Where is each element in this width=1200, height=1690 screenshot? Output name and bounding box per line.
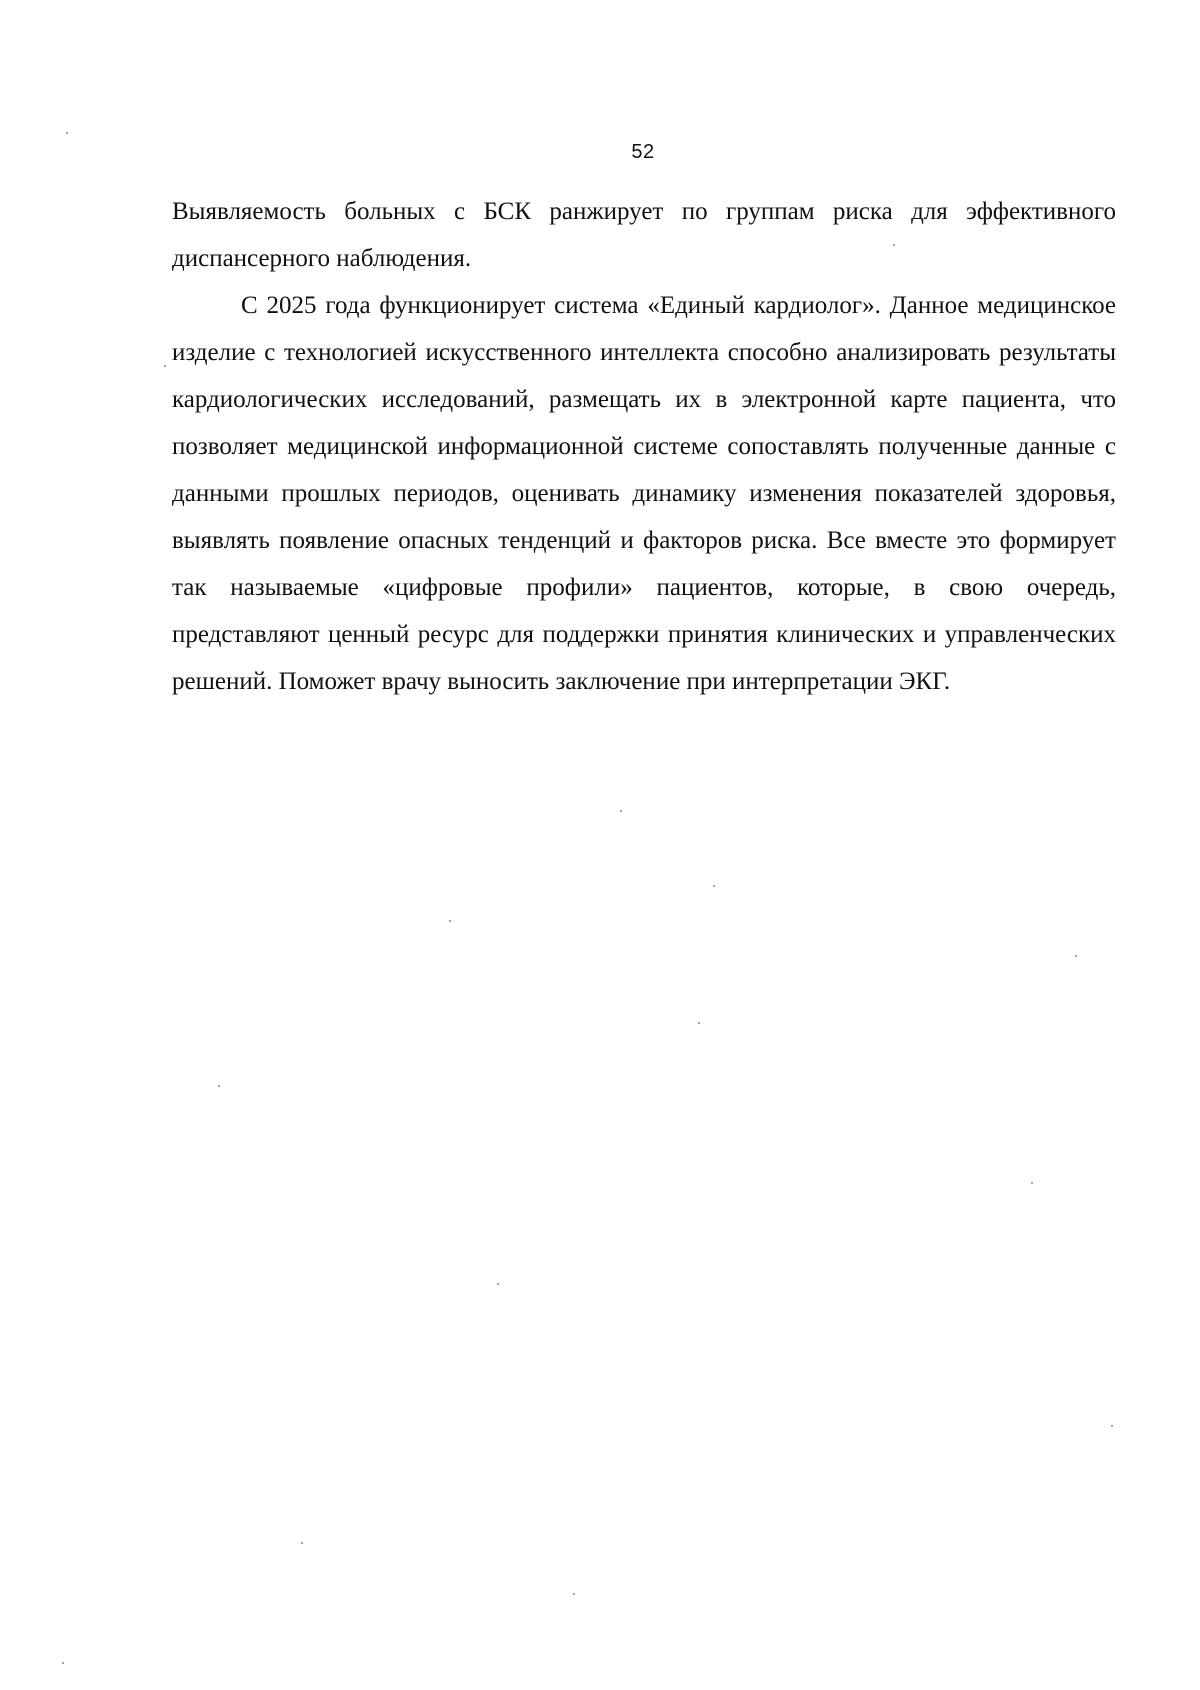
scan-speck	[449, 920, 451, 922]
scan-speck	[164, 365, 166, 367]
scan-speck	[620, 810, 622, 812]
scan-speck	[698, 1022, 700, 1024]
scan-speck	[1031, 1182, 1033, 1184]
body-text	[172, 188, 1116, 705]
scan-speck	[497, 1283, 499, 1285]
scan-speck	[1111, 1425, 1113, 1427]
paragraph-unified-cardiologist: С 2025 года функционирует система «Единый кардиолог». Данное медицинское изделие с технологией искусственного интеллекта способно анализировать результаты кардиологических исследований, размещать их в электронной карте пациента, что позволяет медицинской информационной системе сопоставлять полученные данные с данными прошлых периодов, оценивать динамику изменения показателей здоровья, выявлять появление опасных тенденций и факторов риска. Все вместе это формирует так называемые «цифровые профили» пациентов, которые, в свою очередь, представляют ценный ресурс для поддержки принятия клинических и управленческих решений. Поможет врачу выносить заключение при интерпретации ЭКГ.	[172, 292, 1116, 695]
scan-speck	[713, 885, 715, 887]
scan-speck	[893, 244, 895, 246]
page-number: 52	[631, 141, 655, 163]
scan-speck	[1075, 955, 1077, 957]
scan-speck	[62, 1662, 64, 1664]
scan-speck	[573, 1593, 575, 1595]
scan-speck	[301, 1542, 303, 1544]
paragraph-risk-groups: Выявляемость больных с БСК ранжирует по группам риска для эффективного диспансерного наблюдения.	[172, 198, 1116, 272]
scan-speck	[66, 132, 68, 134]
scan-speck	[218, 1085, 220, 1087]
